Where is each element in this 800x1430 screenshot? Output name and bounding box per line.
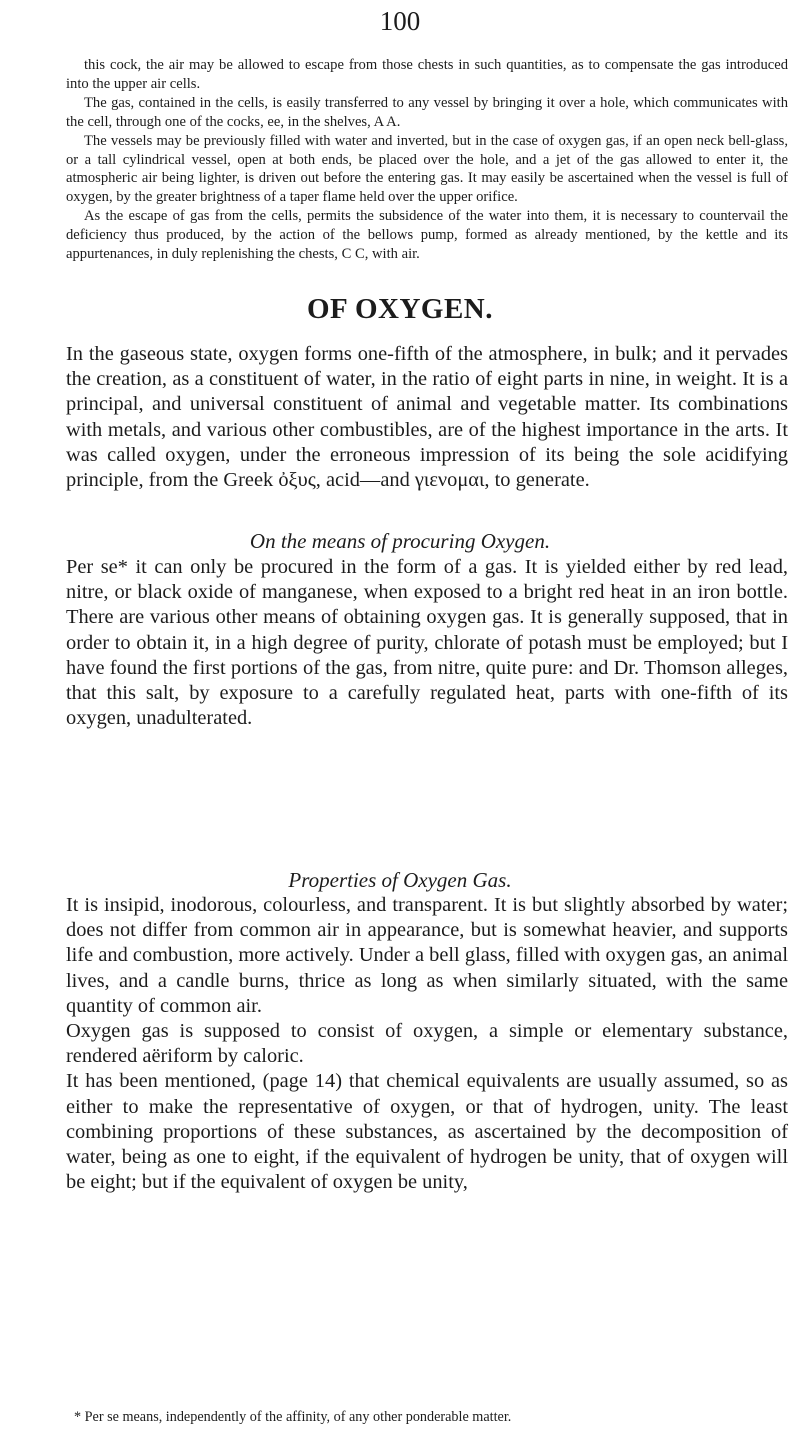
paragraph: this cock, the air may be allowed to escape from those chests in such quantities, as to compensate the gas introduced into the upper air cells. [66, 57, 788, 92]
paragraph: The vessels may be previously filled with water and inverted, but in the case of oxygen gas, if an open neck bell-glass, or a tall cylindrical vessel, open at both ends, be placed over the hole, and a jet of the gas allowed to enter it, the atmospheric air being lighter, is driven out before the entering gas. It may easily be ascertained when the vessel is full of oxygen, by the greater brightness of a taper flame held over the upper orifice. [66, 132, 788, 206]
paragraph: The gas, contained in the cells, is easily transferred to any vessel by bringing it over a hole, which communicates with the cell, through one of the cocks, ee, in the shelves, A A. [66, 94, 788, 130]
section-title: OF OXYGEN. [307, 293, 493, 325]
paragraph: It is insipid, inodorous, colourless, and transparent. It is but slightly absorbed by water; does not differ from common air in appearance, but is somewhat heavier, and supports life and combustion, more actively. Under a bell glass, filled with oxygen gas, an animal lives, and a candle burns, thrice as long as when similarly situated, with the same quantity of common air. [66, 894, 788, 1017]
means-heading: On the means of procuring Oxygen. [249, 529, 551, 553]
oxygen-intro [66, 342, 788, 493]
properties-text [66, 893, 788, 1195]
continued-text [66, 56, 788, 264]
properties-heading: Properties of Oxygen Gas. [288, 868, 512, 892]
paragraph: As the escape of gas from the cells, permits the subsidence of the water into them, it is necessary to countervail the deficiency thus produced, by the action of the bellows pump, formed as already mentioned, by the kettle and its appurtenances, in duly replenishing the chests, C C, with air. [66, 208, 788, 263]
paragraph: Oxygen gas is supposed to consist of oxygen, a simple or elementary substance, rendered aëriform by caloric. [66, 1020, 788, 1068]
means-text [66, 555, 788, 731]
footnote: * Per se means, independently of the affinity, of any other ponderable matter. [74, 1409, 512, 1425]
paragraph: It has been mentioned, (page 14) that chemical equivalents are usually assumed, so as either to make the representative of oxygen, or that of hydrogen, unity. The least combining proportions of these substances, as ascertained by the decomposition of water, being as one to eight, if the equivalent of hydrogen be unity, that of oxygen will be eight; but if the equivalent of oxygen be unity, [66, 1070, 788, 1194]
page-number: 100 [379, 6, 421, 36]
paragraph: Per se* it can only be procured in the form of a gas. It is yielded either by red lead, nitre, or black oxide of manganese, when exposed to a bright red heat in an iron bottle. There are various other means of obtaining oxygen gas. It is generally supposed, that in order to obtain it, in a high degree of purity, chlorate of potash must be employed; but I have found the first portions of the gas, from nitre, quite pure: and Dr. Thomson alleges, that this salt, by exposure to a carefully regulated heat, parts with one-fifth of its oxygen, unadulterated. [66, 556, 788, 730]
paragraph: In the gaseous state, oxygen forms one-fifth of the atmosphere, in bulk; and it pervades the creation, as a constituent of water, in the ratio of eight parts in nine, in weight. It is a principal, and universal constituent of animal and vegetable matter. Its combinations with metals, and various other combustibles, are of the highest importance in the arts. It was called oxygen, under the erroneous impression of its being the sole acidifying principle, from the Greek ὀξυς, acid—and γιενομαι, to generate. [66, 343, 788, 492]
